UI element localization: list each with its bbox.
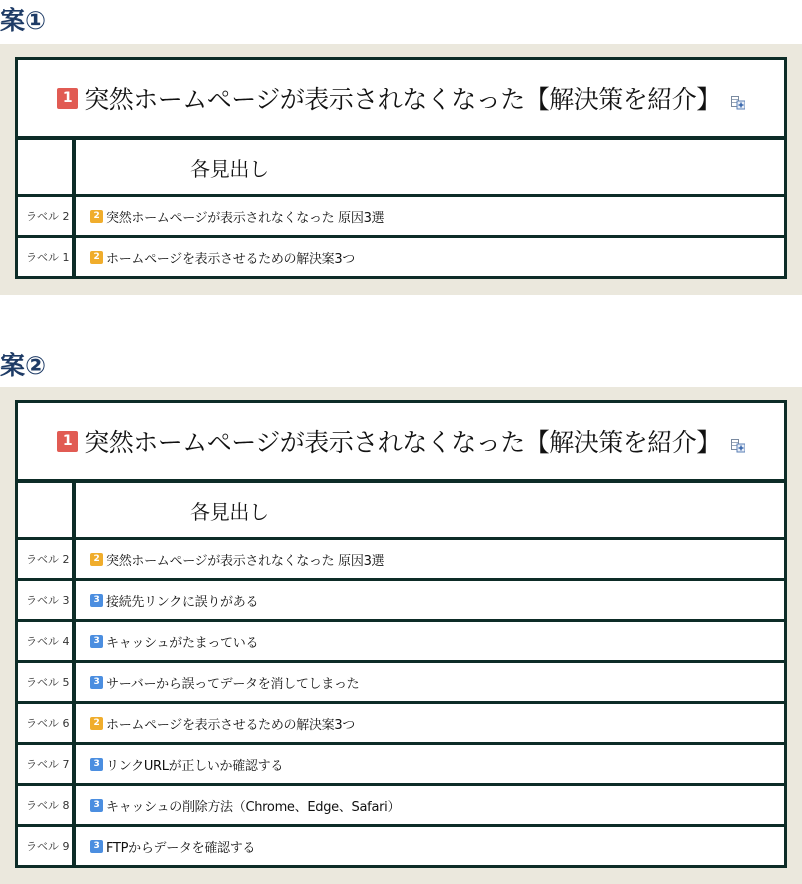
row-heading-text: キャッシュがたまっている — [106, 635, 259, 651]
proposal-1-outline-table — [15, 57, 787, 279]
proposal-2-column-header-row — [18, 483, 784, 540]
h1-badge: 1 — [57, 88, 78, 109]
row-heading-text: サーバーから誤ってデータを消してしまった — [106, 676, 360, 692]
row-label: ラベル 9 — [18, 827, 76, 865]
h3-badge: 3 — [90, 758, 103, 771]
proposal-1-title: 突然ホームページが表示されなくなった【解決策を紹介】 — [84, 85, 721, 114]
row-text-cell[interactable] — [76, 238, 784, 276]
row-text-cell[interactable] — [76, 704, 784, 742]
row-label: ラベル 2 — [18, 540, 76, 578]
row-text-cell[interactable] — [76, 786, 784, 824]
column-header-label: 各見出し — [190, 156, 269, 181]
row-label: ラベル 2 — [18, 197, 76, 235]
table-row[interactable] — [18, 238, 784, 276]
row-text-cell[interactable] — [76, 581, 784, 619]
proposal-1-column-header-row — [18, 140, 784, 197]
row-heading-text: FTPからデータを確認する — [106, 840, 256, 856]
row-heading-text: キャッシュの削除方法（Chrome、Edge、Safari） — [106, 799, 401, 815]
table-row[interactable] — [18, 197, 784, 238]
row-heading-text: 突然ホームページが表示されなくなった 原因3選 — [106, 210, 385, 226]
table-row[interactable] — [18, 786, 784, 827]
row-heading-text: 突然ホームページが表示されなくなった 原因3選 — [106, 553, 385, 569]
table-row[interactable] — [18, 581, 784, 622]
row-heading-text: ホームページを表示させるための解決案3つ — [106, 717, 356, 733]
expand-table-icon[interactable] — [731, 438, 745, 452]
proposal-1-heading: 案① — [0, 6, 47, 35]
row-label: ラベル 7 — [18, 745, 76, 783]
row-heading-text: 接続先リンクに誤りがある — [106, 594, 259, 610]
column-header-label: 各見出し — [190, 499, 269, 524]
row-label: ラベル 4 — [18, 622, 76, 660]
row-text-cell[interactable] — [76, 663, 784, 701]
proposal-2-title: 突然ホームページが表示されなくなった【解決策を紹介】 — [84, 428, 721, 457]
table-row[interactable] — [18, 663, 784, 704]
h2-badge: 2 — [90, 717, 103, 730]
proposal-2-outline-table — [15, 400, 787, 868]
proposal-2-panel — [0, 387, 802, 884]
row-label: ラベル 3 — [18, 581, 76, 619]
row-text-cell[interactable] — [76, 745, 784, 783]
h2-badge: 2 — [90, 210, 103, 223]
h3-badge: 3 — [90, 840, 103, 853]
table-row[interactable] — [18, 827, 784, 865]
table-row[interactable] — [18, 540, 784, 581]
row-text-cell[interactable] — [76, 622, 784, 660]
expand-table-icon[interactable] — [731, 95, 745, 109]
row-heading-text: リンクURLが正しいか確認する — [106, 758, 284, 774]
h1-badge: 1 — [57, 431, 78, 452]
table-row[interactable] — [18, 745, 784, 786]
row-label: ラベル 5 — [18, 663, 76, 701]
table-row[interactable] — [18, 622, 784, 663]
proposal-1-title-row — [18, 60, 784, 140]
row-heading-text: ホームページを表示させるための解決案3つ — [106, 251, 356, 267]
empty-label-cell — [18, 483, 76, 537]
h2-badge: 2 — [90, 251, 103, 264]
row-label: ラベル 8 — [18, 786, 76, 824]
proposal-2-title-row — [18, 403, 784, 483]
h2-badge: 2 — [90, 553, 103, 566]
h3-badge: 3 — [90, 635, 103, 648]
row-text-cell[interactable] — [76, 197, 784, 235]
h3-badge: 3 — [90, 594, 103, 607]
table-row[interactable] — [18, 704, 784, 745]
row-label: ラベル 6 — [18, 704, 76, 742]
proposal-1-panel — [0, 44, 802, 295]
h3-badge: 3 — [90, 799, 103, 812]
row-text-cell[interactable] — [76, 540, 784, 578]
empty-label-cell — [18, 140, 76, 194]
row-text-cell[interactable] — [76, 827, 784, 865]
h3-badge: 3 — [90, 676, 103, 689]
row-label: ラベル 1 — [18, 238, 76, 276]
proposal-2-heading: 案② — [0, 351, 47, 380]
